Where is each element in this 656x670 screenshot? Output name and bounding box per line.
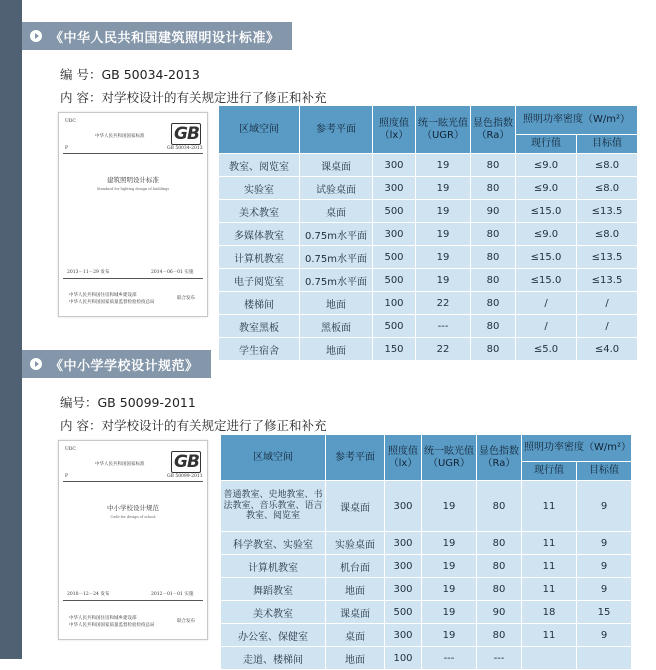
cell-ra: 80: [471, 154, 515, 176]
cell-current: ≤15.0: [516, 246, 576, 268]
cell-ra: 80: [477, 578, 521, 600]
cover-rule-top: [63, 153, 203, 154]
th-plane: 参考平面: [300, 106, 372, 153]
cell-illum: 300: [373, 154, 415, 176]
cover-std-number: GB 50034-2013: [167, 146, 203, 151]
cell-current: ≤9.0: [516, 154, 576, 176]
cell-ra: ---: [477, 647, 521, 669]
cell-area: 教室黑板: [219, 315, 299, 337]
cell-target: 9: [577, 578, 631, 600]
cover-national-standard: 中华人民共和国国家标准: [95, 134, 145, 139]
cell-illum: 500: [373, 200, 415, 222]
cell-current: ≤15.0: [516, 269, 576, 291]
cell-target: ≤4.0: [577, 338, 637, 360]
th-lpd: 照明功率密度（W/m²）: [516, 106, 637, 134]
cell-plane: 实验桌面: [326, 532, 384, 554]
cell-area: 教室、阅览室: [219, 154, 299, 176]
cell-plane: 0.75m水平面: [300, 223, 372, 245]
cover-udc: UDC: [65, 447, 76, 452]
section1-header: [22, 22, 292, 50]
cell-ugr: 19: [416, 177, 470, 199]
cell-current: ≤15.0: [516, 200, 576, 222]
cell-area: 计算机教室: [221, 555, 325, 577]
table-row: [219, 200, 637, 222]
cell-plane: 地面: [326, 578, 384, 600]
cover-impl-date: 2012－01－01 实施: [151, 592, 194, 597]
th-target: 目标值: [577, 462, 631, 480]
cell-area: 走道、楼梯间: [221, 647, 325, 669]
cell-ra: 80: [471, 315, 515, 337]
cell-ra: 90: [477, 601, 521, 623]
cell-current: 11: [522, 555, 576, 577]
cell-ugr: 19: [416, 269, 470, 291]
section1-code: 编 号：GB 50034-2013: [60, 67, 200, 82]
cell-ugr: 19: [416, 154, 470, 176]
cell-ugr: 19: [416, 246, 470, 268]
table-row: [219, 269, 637, 291]
cell-target: ≤13.5: [577, 246, 637, 268]
table-row: [219, 246, 637, 268]
cell-illum: 300: [385, 481, 421, 531]
cell-target: ≤8.0: [577, 154, 637, 176]
cell-current: /: [516, 315, 576, 337]
cell-plane: 地面: [326, 647, 384, 669]
left-accent-bar: [0, 0, 22, 659]
cell-ra: 80: [471, 246, 515, 268]
cell-plane: 0.75m水平面: [300, 246, 372, 268]
cell-illum: 100: [385, 647, 421, 669]
cell-ugr: 19: [422, 601, 476, 623]
cell-area: 普通教室、史地教室、书法教室、音乐教室、语言教室、阅览室: [221, 481, 325, 531]
cell-illum: 300: [385, 624, 421, 646]
cover-issuer-1: 中华人民共和国住房和城乡建设部: [69, 616, 137, 621]
cell-area: 计算机教室: [219, 246, 299, 268]
th-ugr: 统一眩光值（UGR）: [422, 435, 476, 480]
cell-area: 美术教室: [219, 200, 299, 222]
table-row: [221, 555, 631, 577]
section1-description: 内 容：对学校设计的有关规定进行了修正和补充: [60, 90, 327, 105]
cell-ra: 80: [471, 223, 515, 245]
cell-current: 11: [522, 578, 576, 600]
cover-issuer-1: 中华人民共和国住房和城乡建设部: [69, 293, 137, 298]
cell-target: ≤13.5: [577, 200, 637, 222]
cover-title: 建筑照明设计标准: [107, 176, 159, 184]
table-row: [221, 601, 631, 623]
table-row: [219, 292, 637, 314]
th-target: 目标值: [577, 135, 637, 153]
cell-area: 实验室: [219, 177, 299, 199]
play-bullet-icon: [30, 358, 42, 370]
cell-illum: 300: [385, 532, 421, 554]
cell-area: 楼梯间: [219, 292, 299, 314]
cell-plane: 机台面: [326, 555, 384, 577]
table-row: [219, 177, 637, 199]
cell-illum: 300: [385, 578, 421, 600]
cell-ra: 80: [477, 555, 521, 577]
cell-ugr: 19: [422, 481, 476, 531]
th-current: 现行值: [516, 135, 576, 153]
cell-ugr: 22: [416, 338, 470, 360]
th-illuminance: 照度值（lx）: [385, 435, 421, 480]
cell-ugr: 19: [422, 624, 476, 646]
th-area: 区域空间: [219, 106, 299, 153]
cell-target: ≤13.5: [577, 269, 637, 291]
cell-plane: 课桌面: [326, 601, 384, 623]
table-row: [219, 154, 637, 176]
section2-book-cover: [58, 440, 208, 640]
section1-lighting-table: [218, 105, 638, 361]
th-current: 现行值: [522, 462, 576, 480]
cover-issue-date: 2010－12－24 发布: [67, 592, 110, 597]
cell-target: 9: [577, 532, 631, 554]
cell-current: 11: [522, 481, 576, 531]
cell-target: ≤8.0: [577, 223, 637, 245]
cell-illum: 300: [373, 223, 415, 245]
cell-ra: 80: [471, 269, 515, 291]
table-row: [221, 647, 631, 669]
th-ra: 显色指数（Ra）: [471, 106, 515, 153]
cell-plane: 黑板面: [300, 315, 372, 337]
th-illuminance: 照度值（lx）: [373, 106, 415, 153]
section2-header: [22, 350, 211, 378]
cover-rule-top: [63, 481, 203, 482]
cell-plane: 课桌面: [300, 154, 372, 176]
cell-ugr: 19: [422, 578, 476, 600]
table-row: [221, 624, 631, 646]
cell-area: 办公室、保健室: [221, 624, 325, 646]
th-area: 区域空间: [221, 435, 325, 480]
cell-target: 9: [577, 481, 631, 531]
cell-plane: 桌面: [326, 624, 384, 646]
cell-target: [577, 647, 631, 669]
cell-ra: 80: [477, 624, 521, 646]
play-bullet-icon: [30, 30, 42, 42]
gb-logo-icon: GB: [174, 124, 199, 144]
cover-rule-bottom: [63, 278, 203, 279]
cell-ra: 80: [477, 481, 521, 531]
cover-issuer-2: 中华人民共和国国家质量监督检验检疫总局: [69, 623, 155, 628]
cell-illum: 300: [385, 555, 421, 577]
cover-joint: 联合发布: [177, 296, 195, 301]
section1-book-cover: [58, 112, 208, 317]
cell-plane: 桌面: [300, 200, 372, 222]
cover-p-mark: P: [65, 146, 69, 151]
cell-ra: 80: [477, 532, 521, 554]
cell-illum: 300: [373, 177, 415, 199]
cover-p-mark: P: [65, 474, 69, 479]
section2-title: 《中小学学校设计规范》: [50, 358, 199, 374]
gb-logo-icon: GB: [174, 452, 199, 472]
cover-impl-date: 2014－06－01 实施: [151, 270, 194, 275]
cell-plane: 0.75m水平面: [300, 269, 372, 291]
cell-ugr: 19: [416, 223, 470, 245]
cell-current: 11: [522, 532, 576, 554]
cell-ra: 90: [471, 200, 515, 222]
cell-current: [522, 647, 576, 669]
cell-ugr: ---: [422, 647, 476, 669]
th-plane: 参考平面: [326, 435, 384, 480]
section2-description: 内 容：对学校设计的有关规定进行了修正和补充: [60, 418, 327, 433]
cell-illum: 500: [373, 246, 415, 268]
cell-ugr: ---: [416, 315, 470, 337]
cell-ra: 80: [471, 292, 515, 314]
cell-plane: 课桌面: [326, 481, 384, 531]
cell-ugr: 19: [416, 200, 470, 222]
table-row: [219, 223, 637, 245]
cell-current: ≤9.0: [516, 223, 576, 245]
cell-ugr: 22: [416, 292, 470, 314]
table-row: [221, 481, 631, 531]
cover-issue-date: 2013－11－29 发布: [67, 270, 110, 275]
section2-lighting-table: [220, 434, 632, 670]
cell-current: 18: [522, 601, 576, 623]
table-row: [219, 338, 637, 360]
table-row: [219, 315, 637, 337]
cell-ugr: 19: [422, 532, 476, 554]
cell-plane: 地面: [300, 292, 372, 314]
cover-issuer-2: 中华人民共和国国家质量监督检验检疫总局: [69, 300, 155, 305]
cell-ugr: 19: [422, 555, 476, 577]
cell-current: ≤5.0: [516, 338, 576, 360]
cell-target: /: [577, 292, 637, 314]
cover-std-number: GB 50099-2011: [167, 474, 203, 479]
cell-plane: 地面: [300, 338, 372, 360]
cell-plane: 试验桌面: [300, 177, 372, 199]
cell-area: 科学教室、实验室: [221, 532, 325, 554]
cell-area: 多媒体教室: [219, 223, 299, 245]
cell-current: 11: [522, 624, 576, 646]
th-ra: 显色指数（Ra）: [477, 435, 521, 480]
cell-target: 15: [577, 601, 631, 623]
cell-area: 学生宿舍: [219, 338, 299, 360]
cell-illum: 500: [385, 601, 421, 623]
cell-ra: 80: [471, 177, 515, 199]
cell-area: 美术教室: [221, 601, 325, 623]
cover-rule-bottom: [63, 600, 203, 601]
table-row: [221, 532, 631, 554]
th-ugr: 统一眩光值（UGR）: [416, 106, 470, 153]
cover-title: 中小学校设计规范: [107, 504, 159, 512]
cell-target: 9: [577, 555, 631, 577]
cell-illum: 500: [373, 269, 415, 291]
cell-target: 9: [577, 624, 631, 646]
cell-illum: 500: [373, 315, 415, 337]
cell-ra: 80: [471, 338, 515, 360]
section1-title: 《中华人民共和国建筑照明设计标准》: [50, 30, 280, 46]
table-row: [221, 578, 631, 600]
cell-area: 电子阅览室: [219, 269, 299, 291]
cell-current: /: [516, 292, 576, 314]
cell-current: ≤9.0: [516, 177, 576, 199]
section2-code: 编号：GB 50099-2011: [60, 395, 196, 410]
cover-subtitle: Code for design of school: [110, 515, 156, 519]
cell-illum: 100: [373, 292, 415, 314]
cover-national-standard: 中华人民共和国国家标准: [95, 462, 145, 467]
cell-area: 舞蹈教室: [221, 578, 325, 600]
cell-target: ≤8.0: [577, 177, 637, 199]
cover-udc: UDC: [65, 119, 76, 124]
cell-illum: 150: [373, 338, 415, 360]
cell-target: /: [577, 315, 637, 337]
cover-joint: 联合发布: [177, 619, 195, 624]
th-lpd: 照明功率密度（W/m²）: [522, 435, 631, 461]
cover-subtitle: Standard for lighting design of buildings: [96, 187, 170, 191]
